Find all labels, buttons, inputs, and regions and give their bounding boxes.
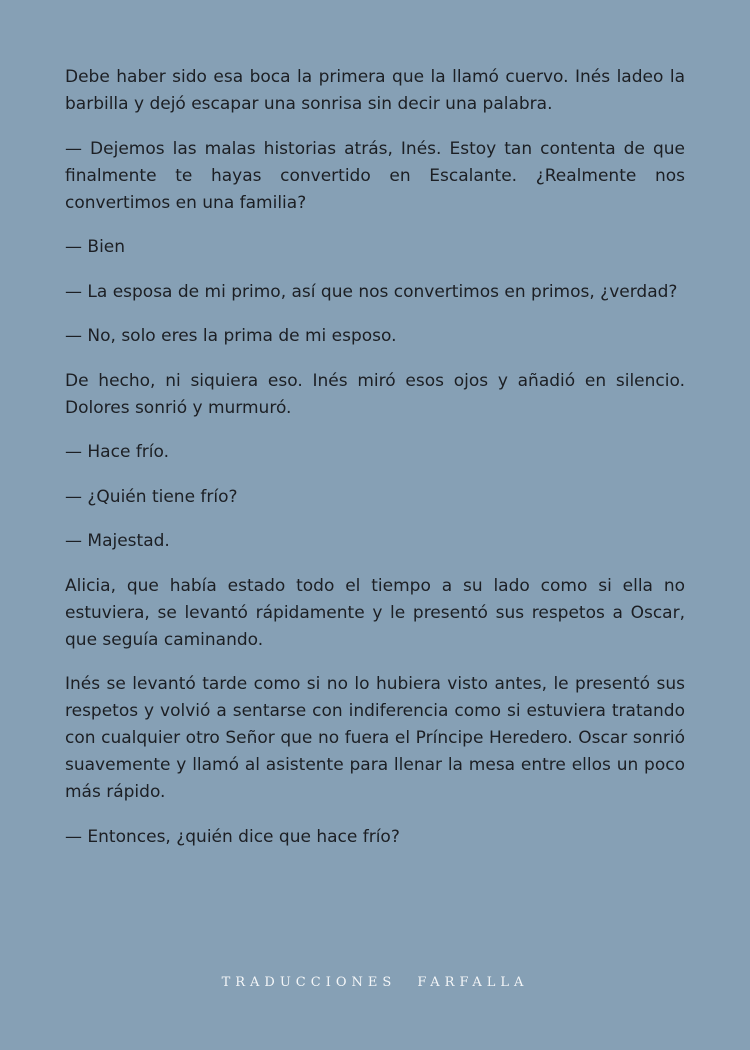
paragraph: Alicia, que había estado todo el tiempo a su lado como si ella no estuviera, se levantó rápidamente y le presentó sus respetos a Oscar, que seguía caminando. (65, 575, 685, 650)
footer-credit (0, 975, 750, 990)
paragraph: — Dejemos las malas historias atrás, Inés. Estoy tan contenta de que finalmente te hayas convertido en Escalante. ¿Realmente nos convertimos en una familia? (65, 138, 685, 213)
paragraph: — ¿Quién tiene frío? (65, 486, 238, 507)
paragraph: — Entonces, ¿quién dice que hace frío? (65, 826, 400, 847)
paragraph: — La esposa de mi primo, así que nos convertimos en primos, ¿verdad? (65, 281, 678, 302)
paragraph: — Majestad. (65, 531, 170, 551)
paragraph: — Bien (65, 237, 126, 257)
paragraph: Inés se levantó tarde como si no lo hubiera visto antes, le presentó sus respetos y volvió a sentarse con indiferencia como si estuviera tratando con cualquier otro Señor que no fuera el Príncipe Heredero. Oscar sonrió suavemente y llamó al asistente para llenar la mesa entre ellos un poco más rápido. (65, 674, 685, 802)
paragraph: Debe haber sido esa boca la primera que la llamó cuervo. Inés ladeo la barbilla y dejó escapar una sonrisa sin decir una palabra. (65, 67, 685, 114)
paragraph: De hecho, ni siquiera eso. Inés miró esos ojos y añadió en silencio. Dolores sonrió y murmuró. (65, 370, 685, 418)
paragraph: — No, solo eres la prima de mi esposo. (65, 326, 397, 346)
footer-word: TRADUCCIONES (221, 975, 397, 990)
paragraph: — Hace frío. (65, 442, 170, 462)
page-body (65, 64, 685, 868)
footer-word: FARFALLA (417, 975, 529, 990)
